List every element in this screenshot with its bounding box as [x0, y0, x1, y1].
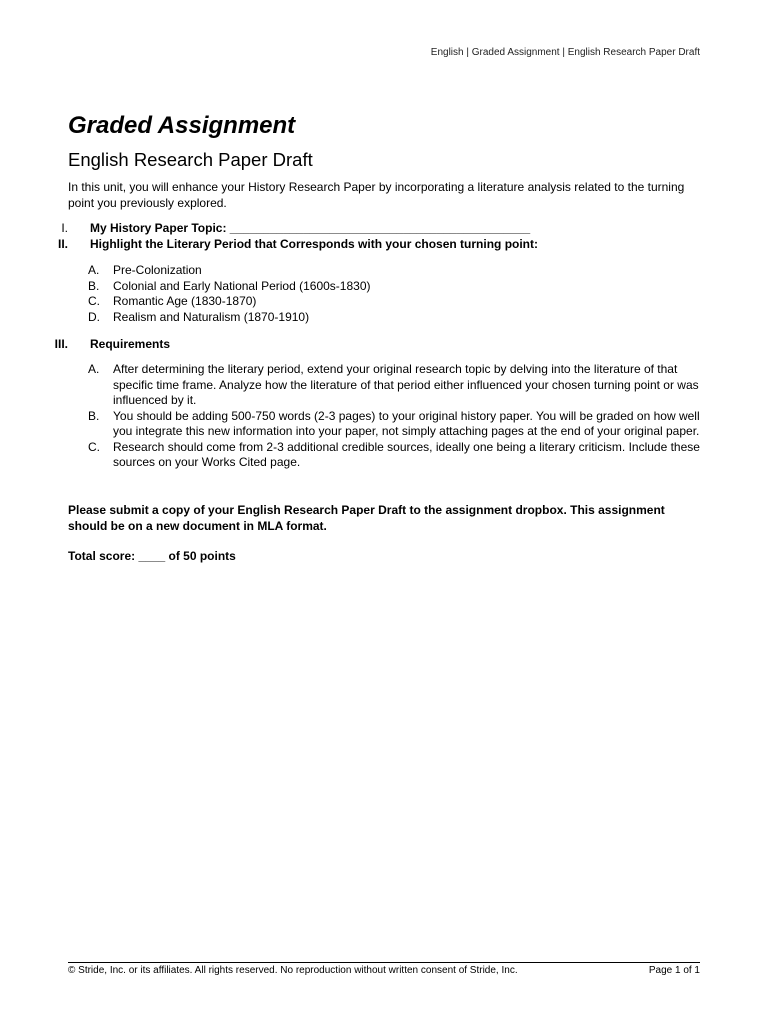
list-item — [88, 263, 700, 279]
literary-period-list — [88, 263, 700, 325]
section-numeral: III. — [54, 337, 68, 351]
list-item — [88, 310, 700, 326]
section-label: Highlight the Literary Period that Corresponds with your chosen turning point: — [90, 237, 539, 251]
list-item-letter: C. — [88, 294, 100, 308]
requirements-list — [88, 362, 700, 471]
list-item-text: You should be adding 500-750 words (2-3 pages) to your original history paper. You will be graded on how well you integrate this new information into your paper, not simply attaching pages at the end of your original paper. — [113, 408, 700, 438]
list-item-letter: A. — [88, 263, 100, 277]
footer-divider — [68, 962, 700, 963]
list-item-letter: A. — [88, 362, 100, 376]
section-label: Requirements — [90, 337, 171, 351]
list-item — [88, 362, 700, 409]
list-item-letter: B. — [88, 408, 100, 423]
list-item-text: Pre-Colonization — [113, 263, 202, 277]
list-item — [88, 409, 700, 440]
list-item-text: Colonial and Early National Period (1600s-1830) — [113, 278, 371, 293]
list-item — [88, 294, 700, 310]
document-subtitle: English Research Paper Draft — [68, 149, 313, 170]
footer-copyright: © Stride, Inc. or its affiliates. All rights reserved. No reproduction without written consent of Stride, Inc. — [68, 965, 518, 976]
intro-paragraph: In this unit, you will enhance your History Research Paper by incorporating a literature analysis related to the turning point you previously explored. — [68, 180, 685, 210]
total-score: Total score: ____ of 50 points — [68, 549, 236, 563]
document-title: Graded Assignment — [68, 112, 296, 139]
section-numeral: I. — [61, 221, 68, 235]
page-header-breadcrumb: English | Graded Assignment | English Research Paper Draft — [430, 47, 700, 58]
list-item-text: After determining the literary period, extend your original research topic by delving into the literature of that specific time frame. Analyze how the literature of that period either influenced your chosen turning point or was influenced by it. — [113, 362, 699, 407]
submission-instructions: Please submit a copy of your English Research Paper Draft to the assignment dropbox. This assignment should be on a new document in MLA format. — [68, 503, 665, 533]
list-item — [88, 440, 700, 471]
list-item-letter: C. — [88, 439, 100, 454]
section-numeral: II. — [57, 237, 68, 251]
footer-page-number: Page 1 of 1 — [648, 965, 700, 976]
list-item-text: Realism and Naturalism (1870-1910) — [113, 309, 310, 324]
list-item-text: Romantic Age (1830-1870) — [113, 294, 257, 308]
list-item-letter: B. — [88, 278, 100, 293]
section-label: My History Paper Topic: _____________________________________________ — [90, 221, 531, 235]
list-item-text: Research should come from 2-3 additional credible sources, ideally one being a literary criticism. Include these sources on your Works Cited page. — [113, 439, 700, 469]
list-item-letter: D. — [88, 309, 100, 324]
list-item — [88, 279, 700, 295]
